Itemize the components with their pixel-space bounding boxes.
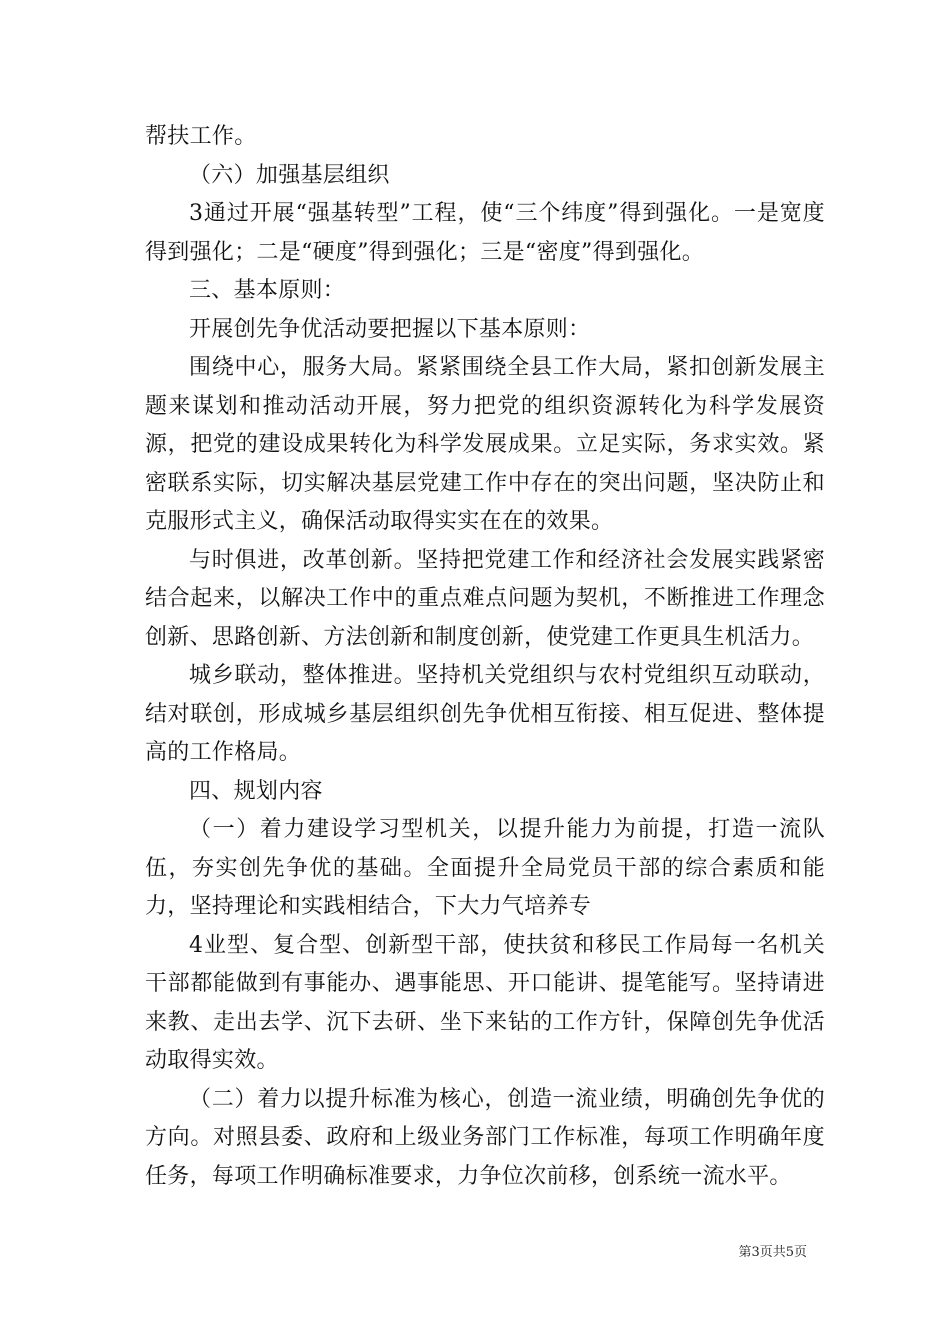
document-body: [145, 118, 825, 1196]
page-number-footer: 第3页共5页: [738, 1245, 807, 1260]
paragraph-plan-item-1-cont: 4业型、复合型、创新型干部，使扶贫和移民工作局每一名机关干部都能做到有事能办、遇事能思、开口能讲、提笔能写。坚持请进来教、走出去学、沉下去研、坐下来钻的工作方针，保障创先争优活动取得实效。: [145, 932, 825, 1073]
paragraph-plan-item-2: （二）着力以提升标准为核心，创造一流业绩，明确创先争优的方向。对照县委、政府和上级业务部门工作标准，每项工作明确年度任务，每项工作明确标准要求，力争位次前移，创系统一流水平。: [145, 1086, 825, 1189]
paragraph-three-dimensions: 3通过开展“强基转型”工程，使“三个纬度”得到强化。一是宽度得到强化；二是“硬度”得到强化；三是“密度”得到强化。: [145, 201, 825, 265]
paragraph-principle-innovation: 与时俱进，改革创新。坚持把党建工作和经济社会发展实践紧密结合起来，以解决工作中的重点难点问题为契机，不断推进工作理念创新、思路创新、方法创新和制度创新，使党建工作更具生机活力。: [145, 547, 825, 650]
paragraph-plan-item-1: （一）着力建设学习型机关，以提升能力为前提，打造一流队伍，夯实创先争优的基础。全面提升全局党员干部的综合素质和能力，坚持理论和实践相结合，下大力气培养专: [145, 817, 825, 919]
paragraph-principles-intro: 开展创先争优活动要把握以下基本原则：: [189, 316, 591, 342]
paragraph-continuation: 帮扶工作。: [145, 124, 257, 149]
heading-plan-content: 四、规划内容: [189, 778, 323, 804]
heading-section-6: （六）加强基层组织: [189, 162, 390, 188]
heading-basic-principles: 三、基本原则：: [189, 278, 346, 303]
paragraph-principle-urban-rural: 城乡联动，整体推进。坚持机关党组织与农村党组织互动联动，结对联创，形成城乡基层组织创先争优相互衔接、相互促进、整体提高的工作格局。: [145, 663, 825, 765]
paragraph-principle-center: 围绕中心，服务大局。紧紧围绕全县工作大局，紧扣创新发展主题来谋划和推动活动开展，努力把党的组织资源转化为科学发展资源，把党的建设成果转化为科学发展成果。立足实际，务求实效。紧密联系实际，切实解决基层党建工作中存在的突出问题，坚决防止和克服形式主义，确保活动取得实实在在的效果。: [145, 355, 825, 534]
